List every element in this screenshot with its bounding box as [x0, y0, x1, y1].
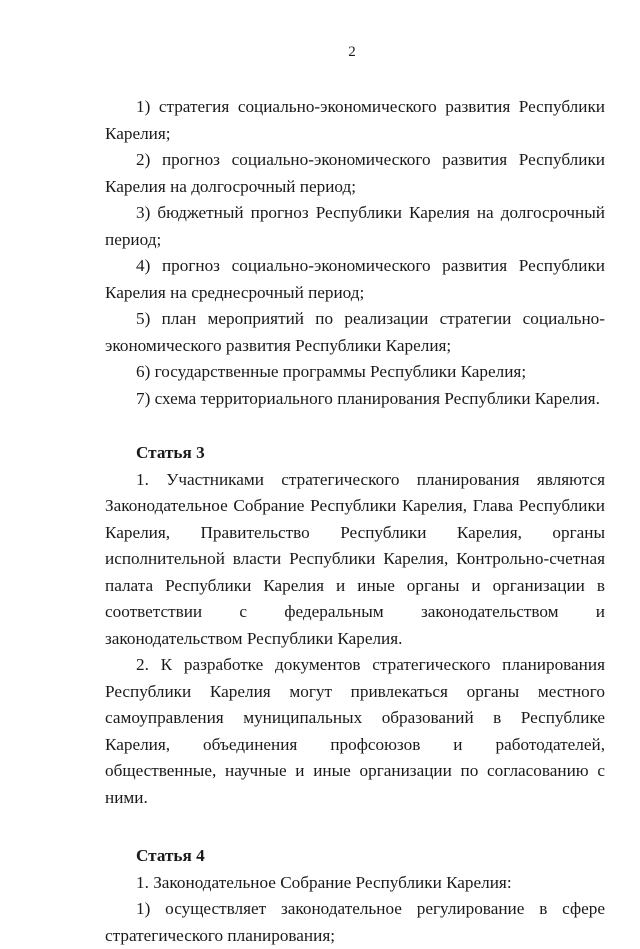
- page-number: 2: [348, 44, 356, 60]
- list-item-5: 5) план мероприятий по реализации стратегии социально-экономического развития Республики Карелия;: [105, 309, 605, 355]
- list-item-4: 4) прогноз социально-экономического развития Республики Карелия на среднесрочный период;: [105, 256, 605, 302]
- article-3-paragraph-2: 2. К разработке документов стратегического планирования Республики Карелия могут привлекаться органы местного самоуправления муниципальных образований в Республике Карелия, объединения профсоюзов и работодателей, общественные, научные и иные организации по согласованию с ними.: [105, 655, 605, 807]
- list-item-2: 2) прогноз социально-экономического развития Республики Карелия на долгосрочный период;: [105, 150, 605, 196]
- list-item-1: 1) стратегия социально-экономического развития Республики Карелия;: [105, 97, 605, 143]
- list-item-3: 3) бюджетный прогноз Республики Карелия на долгосрочный период;: [105, 203, 605, 249]
- list-item-6: 6) государственные программы Республики Карелия;: [136, 362, 527, 381]
- article-4-heading: Статья 4: [136, 846, 205, 865]
- article-4-paragraph-2: 1) осуществляет законодательное регулирование в сфере стратегического планирования;: [105, 899, 605, 945]
- article-3-heading: Статья 3: [136, 443, 205, 462]
- list-item-7: 7) схема территориального планирования Республики Карелия.: [136, 388, 600, 408]
- article-4-paragraph-1: 1. Законодательное Собрание Республики Карелия:: [136, 872, 512, 892]
- article-3-paragraph-1: 1. Участниками стратегического планирования являются Законодательное Собрание Республики Карелия, Глава Республики Карелия, Правительство Республики Карелия, органы исполнительной власти Республики Карелия, Контрольно-счетная палата Республики Карелия и иные органы и организации в соответствии с федеральным законодательством и законодательством Республики Карелия.: [105, 469, 605, 648]
- document-body: [105, 94, 605, 949]
